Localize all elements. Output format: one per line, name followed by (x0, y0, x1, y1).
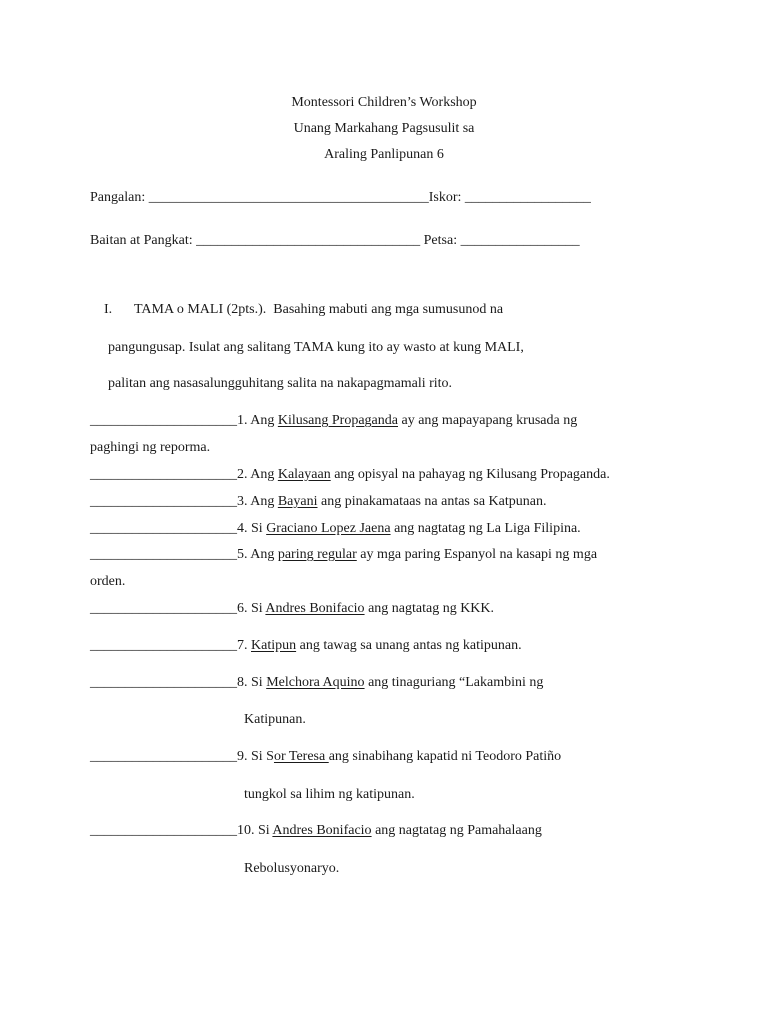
question-continuation: Katipunan. (244, 712, 306, 727)
answer-blank[interactable]: _____________________ (90, 467, 237, 482)
underlined-term: or Teresa (273, 749, 329, 764)
subject-title: Araling Panlipunan 6 (324, 147, 444, 162)
question-item: _____________________4. Si Graciano Lopez Jaena ang nagtatag ng La Liga Filipina. (90, 521, 581, 536)
answer-blank[interactable]: _____________________ (90, 823, 237, 838)
name-score-line: Pangalan: ________________________________________Iskor: __________________ (90, 190, 591, 205)
answer-blank[interactable]: _____________________ (90, 749, 237, 764)
answer-blank[interactable]: _____________________ (90, 494, 237, 509)
answer-blank[interactable]: _____________________ (90, 521, 237, 536)
question-item: _____________________5. Ang paring regular ay mga paring Espanyol na kasapi ng mga (90, 547, 598, 562)
question-continuation: orden. (90, 574, 126, 589)
question-item: _____________________10. Si Andres Bonifacio ang nagtatag ng Pamahalaang (90, 823, 542, 838)
answer-blank[interactable]: _____________________ (90, 601, 237, 616)
question-continuation: Rebolusyonaryo. (244, 861, 340, 876)
question-item: _____________________3. Ang Bayani ang pinakamataas na antas sa Katpunan. (90, 494, 547, 509)
underlined-term: Andres Bonifacio (265, 601, 365, 616)
grade-date-line: Baitan at Pangkat: ________________________________ Petsa: _________________ (90, 233, 580, 248)
answer-blank[interactable]: _____________________ (90, 675, 237, 690)
question-item: _____________________6. Si Andres Bonifacio ang nagtatag ng KKK. (90, 601, 495, 616)
question-item: _____________________7. Katipun ang tawag sa unang antas ng katipunan. (90, 638, 522, 653)
question-continuation: tungkol sa lihim ng katipunan. (244, 787, 415, 802)
answer-blank[interactable]: _____________________ (90, 547, 237, 562)
underlined-term: Andres Bonifacio (272, 823, 372, 838)
exam-title: Unang Markahang Pagsusulit sa (293, 121, 475, 136)
question-item: _____________________8. Si Melchora Aquino ang tinaguriang “Lakambini ng (90, 675, 544, 690)
instruction-line-1: TAMA o MALI (2pts.). Basahing mabuti ang mga sumusunod na (134, 302, 504, 317)
underlined-term: Kilusang Propaganda (277, 413, 398, 428)
underlined-term: Graciano Lopez Jaena (266, 521, 391, 536)
question-continuation: paghingi ng reporma. (90, 440, 211, 455)
question-item: _____________________2. Ang Kalayaan ang opisyal na pahayag ng Kilusang Propaganda. (90, 467, 610, 482)
underlined-term: paring regular (277, 547, 357, 562)
school-name: Montessori Children’s Workshop (291, 95, 477, 110)
answer-blank[interactable]: _____________________ (90, 413, 237, 428)
answer-blank[interactable]: _____________________ (90, 638, 237, 653)
underlined-term: Melchora Aquino (266, 675, 365, 690)
question-item: _____________________9. Si Sor Teresa ang sinabihang kapatid ni Teodoro Patiño (90, 749, 562, 764)
instruction-line-2: pangungusap. Isulat ang salitang TAMA kung ito ay wasto at kung MALI, (108, 340, 524, 355)
underlined-term: Bayani (277, 494, 318, 509)
question-item: _____________________1. Ang Kilusang Propaganda ay ang mapayapang krusada ng (90, 413, 578, 428)
section-numeral: I. (104, 302, 113, 317)
instruction-line-3: palitan ang nasasalungguhitang salita na nakapagmamali rito. (108, 376, 453, 391)
underlined-term: Kalayaan (277, 467, 331, 482)
underlined-term: Katipun (251, 638, 297, 653)
